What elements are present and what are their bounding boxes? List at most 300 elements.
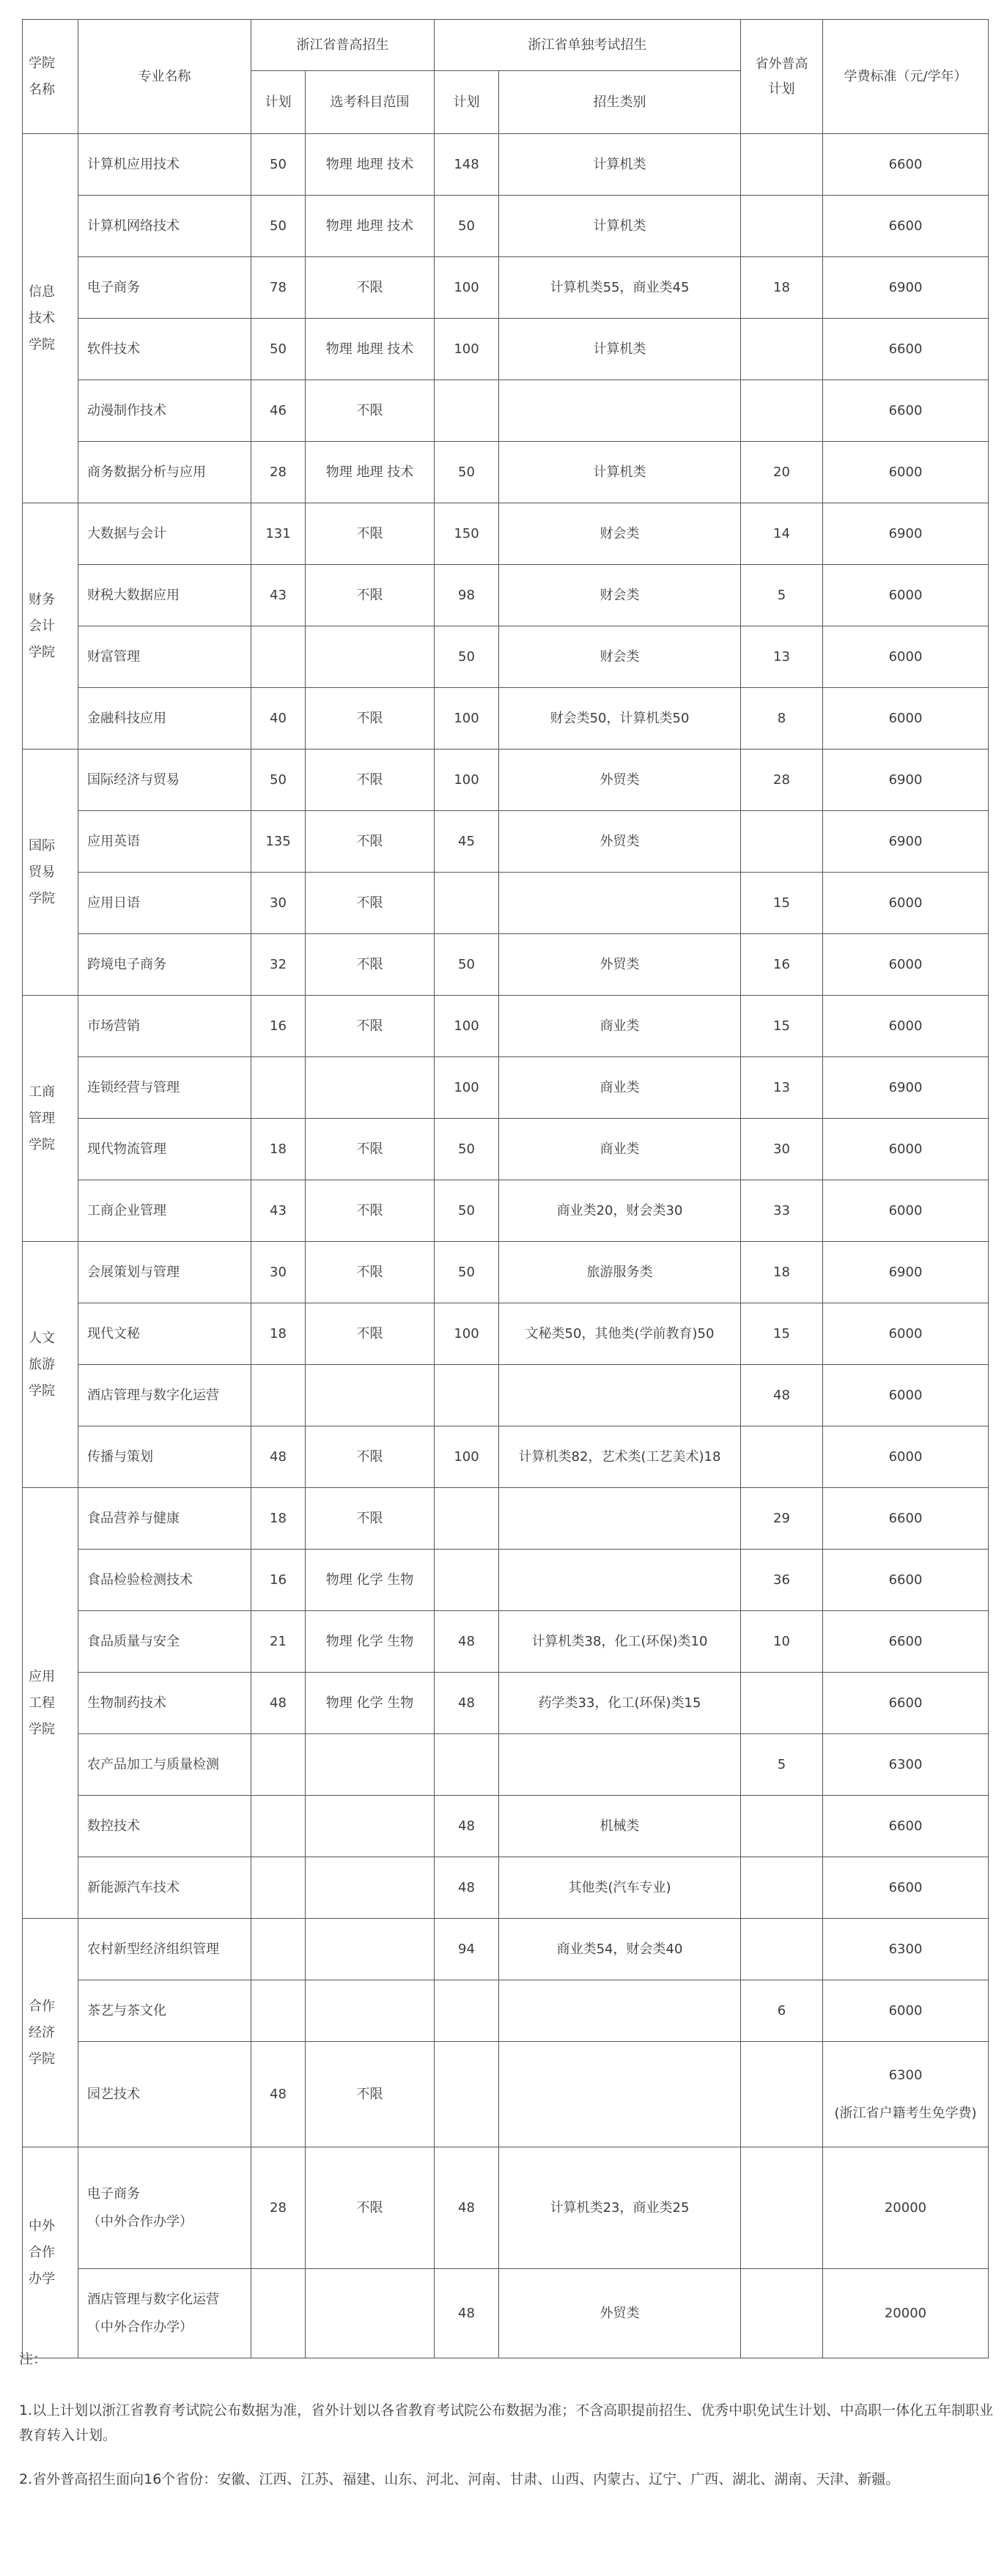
cell-subjects: 不限 [306, 1119, 435, 1180]
cell-out-plan [741, 1796, 823, 1857]
college-name: 信息技术学院 [23, 134, 78, 503]
cell-category: 计算机类 [499, 134, 741, 196]
cell-category: 文秘类50，其他类(学前教育)50 [499, 1303, 741, 1365]
cell-single-plan: 100 [435, 996, 499, 1057]
header-college: 学院名称 [23, 20, 78, 134]
major-name [78, 1365, 251, 1426]
cell-subjects [306, 1734, 435, 1796]
major-name [78, 873, 251, 934]
cell-plan: 32 [251, 934, 306, 996]
college-name: 财务会计学院 [23, 503, 78, 750]
major-label: 现代文秘 [87, 1325, 140, 1341]
cell-category: 商业类20，财会类30 [499, 1180, 741, 1242]
cell-single-plan [435, 1365, 499, 1426]
table-row [23, 319, 989, 380]
cell-plan: 135 [251, 811, 306, 873]
cell-single-plan: 45 [435, 811, 499, 873]
cell-subjects: 不限 [306, 2147, 435, 2269]
cell-plan: 131 [251, 503, 306, 565]
cell-category [499, 1550, 741, 1611]
cell-out-plan [741, 1673, 823, 1734]
cell-category [499, 1365, 741, 1426]
cell-fee: 6000 [823, 1426, 989, 1488]
cell-subjects: 不限 [306, 688, 435, 750]
table-row [23, 811, 989, 873]
cell-plan: 43 [251, 1180, 306, 1242]
cell-single-plan: 100 [435, 750, 499, 811]
table-row [23, 1488, 989, 1550]
table-row [23, 1919, 989, 1980]
cell-fee: 6300 [823, 1734, 989, 1796]
cell-single-plan: 48 [435, 1673, 499, 1734]
cell-category [499, 2042, 741, 2147]
major-label: 财富管理 [87, 648, 140, 665]
cell-fee: 6600 [823, 1611, 989, 1673]
cell-single-plan: 50 [435, 626, 499, 688]
major-label: 食品营养与健康 [87, 1510, 180, 1526]
table-row [23, 1365, 989, 1426]
major-label: 食品检验检测技术 [87, 1572, 193, 1588]
major-name [78, 811, 251, 873]
table-body [23, 134, 989, 2358]
major-name [78, 1919, 251, 1980]
note-2: 2.省外普高招生面向16个省份：安徽、江西、江苏、福建、山东、河北、河南、甘肃、山西、内蒙古、辽宁、广西、湖北、湖南、天津、新疆。 [19, 2471, 900, 2487]
header-major: 专业名称 [78, 20, 251, 134]
cell-fee: 6600 [823, 134, 989, 196]
college-name: 合作经济学院 [23, 1919, 78, 2147]
cell-single-plan [435, 1550, 499, 1611]
cell-plan: 16 [251, 1550, 306, 1611]
cell-category [499, 380, 741, 442]
major-name [78, 1673, 251, 1734]
cell-subjects: 不限 [306, 1180, 435, 1242]
cell-category: 计算机类 [499, 319, 741, 380]
cell-category: 商业类 [499, 1119, 741, 1180]
cell-plan [251, 1057, 306, 1119]
cell-single-plan: 100 [435, 1057, 499, 1119]
major-name [78, 2269, 251, 2358]
cell-single-plan: 100 [435, 319, 499, 380]
major-name [78, 1119, 251, 1180]
cell-single-plan: 48 [435, 2147, 499, 2269]
cell-plan [251, 1980, 306, 2042]
major-name [78, 2147, 251, 2269]
table-row [23, 1734, 989, 1796]
table-row [23, 257, 989, 319]
major-label: 酒店管理与数字化运营 [87, 1387, 219, 1403]
major-label: 财税大数据应用 [87, 587, 180, 603]
header-plan: 计划 [251, 71, 306, 134]
cell-out-plan: 29 [741, 1488, 823, 1550]
cell-subjects [306, 1919, 435, 1980]
cell-fee: 6600 [823, 380, 989, 442]
cell-fee: 6000 [823, 1365, 989, 1426]
major-name [78, 565, 251, 626]
cell-category: 计算机类55，商业类45 [499, 257, 741, 319]
cell-single-plan [435, 1980, 499, 2042]
table-row [23, 380, 989, 442]
major-name [78, 934, 251, 996]
cell-single-plan: 48 [435, 2269, 499, 2358]
cell-out-plan: 16 [741, 934, 823, 996]
college-name: 人文旅游学院 [23, 1242, 78, 1488]
cell-plan: 28 [251, 2147, 306, 2269]
cell-subjects: 物理 地理 技术 [306, 196, 435, 257]
cell-out-plan: 10 [741, 1611, 823, 1673]
major-label: 国际经济与贸易 [87, 771, 180, 788]
cell-out-plan [741, 811, 823, 873]
cell-subjects: 不限 [306, 750, 435, 811]
cell-subjects: 不限 [306, 1426, 435, 1488]
notes-title: 注： [19, 2351, 48, 2367]
cell-single-plan: 100 [435, 1303, 499, 1365]
cell-fee: 20000 [823, 2269, 989, 2358]
cell-out-plan: 14 [741, 503, 823, 565]
cell-out-plan: 13 [741, 626, 823, 688]
major-label: 计算机网络技术 [87, 218, 180, 234]
cell-single-plan [435, 380, 499, 442]
header-single-plan: 计划 [435, 71, 499, 134]
table-row [23, 1242, 989, 1303]
cell-category: 外贸类 [499, 934, 741, 996]
cell-plan [251, 626, 306, 688]
cell-fee [823, 2042, 989, 2147]
cell-category: 药学类33，化工(环保)类15 [499, 1673, 741, 1734]
cell-out-plan [741, 2042, 823, 2147]
cell-single-plan: 50 [435, 196, 499, 257]
cell-subjects: 物理 地理 技术 [306, 319, 435, 380]
major-label: 跨境电子商务 [87, 956, 166, 972]
major-name [78, 1426, 251, 1488]
cell-subjects: 不限 [306, 1488, 435, 1550]
cell-category: 机械类 [499, 1796, 741, 1857]
cell-fee: 6600 [823, 196, 989, 257]
cell-plan: 30 [251, 873, 306, 934]
header-zj-single: 浙江省单独考试招生 [435, 20, 741, 71]
cell-subjects: 物理 化学 生物 [306, 1673, 435, 1734]
table-row [23, 442, 989, 503]
cell-category: 计算机类38，化工(环保)类10 [499, 1611, 741, 1673]
cell-single-plan: 48 [435, 1857, 499, 1919]
major-name [78, 1734, 251, 1796]
major-name [78, 503, 251, 565]
table-row [23, 503, 989, 565]
college-name: 应用工程学院 [23, 1488, 78, 1919]
major-name [78, 134, 251, 196]
cell-subjects: 不限 [306, 1303, 435, 1365]
cell-single-plan: 100 [435, 257, 499, 319]
cell-subjects [306, 1980, 435, 2042]
major-name [78, 1550, 251, 1611]
college-name: 工商管理学院 [23, 996, 78, 1242]
cell-single-plan [435, 1734, 499, 1796]
cell-subjects: 不限 [306, 503, 435, 565]
cell-single-plan: 50 [435, 934, 499, 996]
cell-category: 商业类54，财会类40 [499, 1919, 741, 1980]
cell-out-plan: 6 [741, 1980, 823, 2042]
major-name [78, 442, 251, 503]
cell-subjects [306, 1857, 435, 1919]
cell-out-plan: 15 [741, 1303, 823, 1365]
cell-out-plan: 48 [741, 1365, 823, 1426]
major-label: 农产品加工与质量检测 [87, 1756, 219, 1772]
cell-subjects: 不限 [306, 996, 435, 1057]
cell-single-plan: 50 [435, 442, 499, 503]
major-name [78, 1611, 251, 1673]
major-name [78, 196, 251, 257]
major-label: 传播与策划 [87, 1448, 153, 1465]
cell-single-plan: 50 [435, 1242, 499, 1303]
cell-plan: 30 [251, 1242, 306, 1303]
cell-plan: 21 [251, 1611, 306, 1673]
major-label: 商务数据分析与应用 [87, 464, 206, 480]
cell-out-plan [741, 1426, 823, 1488]
cell-fee: 6600 [823, 1796, 989, 1857]
cell-plan: 78 [251, 257, 306, 319]
header-fee: 学费标准（元/学年） [823, 20, 989, 134]
major-note: （中外合作办学） [87, 2213, 193, 2229]
major-name [78, 319, 251, 380]
major-label: 园艺技术 [87, 2086, 140, 2102]
cell-subjects: 物理 化学 生物 [306, 1611, 435, 1673]
cell-plan [251, 2269, 306, 2358]
cell-out-plan: 30 [741, 1119, 823, 1180]
cell-fee: 6000 [823, 996, 989, 1057]
cell-fee: 6900 [823, 1057, 989, 1119]
major-label: 动漫制作技术 [87, 402, 166, 418]
major-label: 食品质量与安全 [87, 1633, 180, 1649]
cell-plan [251, 1796, 306, 1857]
cell-out-plan [741, 1919, 823, 1980]
cell-fee: 6000 [823, 1180, 989, 1242]
cell-subjects [306, 626, 435, 688]
major-label: 计算机应用技术 [87, 156, 180, 172]
major-name [78, 1796, 251, 1857]
table-row [23, 2269, 989, 2358]
cell-category: 商业类 [499, 996, 741, 1057]
cell-fee: 6600 [823, 1488, 989, 1550]
cell-single-plan [435, 2042, 499, 2147]
cell-plan: 40 [251, 688, 306, 750]
cell-single-plan: 98 [435, 565, 499, 626]
cell-single-plan [435, 1488, 499, 1550]
cell-category: 商业类 [499, 1057, 741, 1119]
major-name [78, 1303, 251, 1365]
major-label: 酒店管理与数字化运营 [87, 2291, 219, 2307]
cell-category: 计算机类82，艺术类(工艺美术)18 [499, 1426, 741, 1488]
cell-fee: 6000 [823, 565, 989, 626]
major-label: 连锁经营与管理 [87, 1079, 180, 1095]
header-zj-general: 浙江省普高招生 [251, 20, 435, 71]
cell-plan: 28 [251, 442, 306, 503]
major-note: （中外合作办学） [87, 2319, 193, 2335]
cell-plan: 48 [251, 2042, 306, 2147]
cell-subjects [306, 1796, 435, 1857]
table-row [23, 1057, 989, 1119]
table-row [23, 1426, 989, 1488]
cell-out-plan: 36 [741, 1550, 823, 1611]
table-row [23, 750, 989, 811]
cell-subjects [306, 2269, 435, 2358]
notes [19, 2347, 994, 2492]
table-row [23, 996, 989, 1057]
cell-single-plan: 50 [435, 1180, 499, 1242]
cell-out-plan: 28 [741, 750, 823, 811]
table-row [23, 134, 989, 196]
cell-out-plan: 13 [741, 1057, 823, 1119]
cell-plan: 18 [251, 1303, 306, 1365]
cell-out-plan: 15 [741, 873, 823, 934]
cell-single-plan: 50 [435, 1119, 499, 1180]
table-row [23, 873, 989, 934]
major-name [78, 1857, 251, 1919]
major-name [78, 996, 251, 1057]
cell-category [499, 1980, 741, 2042]
table-row [23, 1673, 989, 1734]
cell-single-plan: 48 [435, 1611, 499, 1673]
cell-plan [251, 1365, 306, 1426]
cell-plan: 50 [251, 319, 306, 380]
cell-plan: 50 [251, 134, 306, 196]
cell-out-plan: 18 [741, 257, 823, 319]
major-name [78, 1488, 251, 1550]
table-row [23, 565, 989, 626]
cell-subjects: 物理 地理 技术 [306, 442, 435, 503]
major-label: 应用日语 [87, 895, 140, 911]
major-name [78, 626, 251, 688]
major-label: 现代物流管理 [87, 1141, 166, 1157]
table-row [23, 2042, 989, 2147]
cell-out-plan [741, 319, 823, 380]
header-subjects: 选考科目范围 [306, 71, 435, 134]
cell-fee: 6900 [823, 811, 989, 873]
cell-subjects: 不限 [306, 257, 435, 319]
cell-subjects: 不限 [306, 2042, 435, 2147]
cell-plan: 16 [251, 996, 306, 1057]
major-name [78, 257, 251, 319]
cell-category: 外贸类 [499, 750, 741, 811]
cell-single-plan: 48 [435, 1796, 499, 1857]
cell-plan: 46 [251, 380, 306, 442]
major-name [78, 688, 251, 750]
college-name: 中外合作办学 [23, 2147, 78, 2358]
cell-fee: 6000 [823, 442, 989, 503]
cell-out-plan [741, 380, 823, 442]
header-category: 招生类别 [499, 71, 741, 134]
major-label: 大数据与会计 [87, 525, 166, 541]
cell-out-plan [741, 134, 823, 196]
cell-single-plan: 100 [435, 688, 499, 750]
cell-fee: 6900 [823, 750, 989, 811]
cell-out-plan: 15 [741, 996, 823, 1057]
major-label: 会展策划与管理 [87, 1264, 180, 1280]
cell-single-plan: 150 [435, 503, 499, 565]
cell-out-plan: 8 [741, 688, 823, 750]
cell-fee: 6600 [823, 1550, 989, 1611]
cell-category: 财会类 [499, 626, 741, 688]
cell-plan: 48 [251, 1426, 306, 1488]
cell-plan: 18 [251, 1488, 306, 1550]
cell-fee: 6000 [823, 1303, 989, 1365]
table-row [23, 1303, 989, 1365]
table-row [23, 1857, 989, 1919]
cell-subjects: 不限 [306, 380, 435, 442]
cell-plan: 18 [251, 1119, 306, 1180]
cell-fee: 6000 [823, 873, 989, 934]
table-row [23, 1796, 989, 1857]
cell-category: 外贸类 [499, 811, 741, 873]
cell-out-plan [741, 1857, 823, 1919]
major-name [78, 380, 251, 442]
cell-subjects [306, 1365, 435, 1426]
cell-fee: 6600 [823, 1673, 989, 1734]
table-row [23, 688, 989, 750]
cell-fee: 6000 [823, 934, 989, 996]
fee-note: (浙江省户籍考生免学费) [834, 2105, 977, 2121]
cell-subjects: 物理 地理 技术 [306, 134, 435, 196]
cell-out-plan: 33 [741, 1180, 823, 1242]
cell-fee: 6000 [823, 1119, 989, 1180]
table-row [23, 1550, 989, 1611]
cell-category: 财会类 [499, 503, 741, 565]
cell-subjects: 不限 [306, 934, 435, 996]
cell-out-plan: 5 [741, 565, 823, 626]
cell-subjects: 物理 化学 生物 [306, 1550, 435, 1611]
cell-plan: 50 [251, 196, 306, 257]
table-row [23, 1119, 989, 1180]
cell-category [499, 1734, 741, 1796]
cell-single-plan: 148 [435, 134, 499, 196]
cell-category: 外贸类 [499, 2269, 741, 2358]
cell-subjects: 不限 [306, 873, 435, 934]
cell-category: 其他类(汽车专业) [499, 1857, 741, 1919]
major-label: 应用英语 [87, 833, 140, 849]
cell-out-plan [741, 196, 823, 257]
cell-single-plan: 100 [435, 1426, 499, 1488]
cell-fee: 6600 [823, 1857, 989, 1919]
major-label: 软件技术 [87, 341, 140, 357]
cell-fee: 6600 [823, 319, 989, 380]
cell-category [499, 873, 741, 934]
cell-plan: 50 [251, 750, 306, 811]
cell-subjects [306, 1057, 435, 1119]
cell-plan [251, 1734, 306, 1796]
note-1: 1.以上计划以浙江省教育考试院公布数据为准，省外计划以各省教育考试院公布数据为准；不含高职提前招生、优秀中职免试生计划、中高职一体化五年制职业教育转入计划。 [19, 2402, 994, 2443]
cell-plan: 48 [251, 1673, 306, 1734]
cell-single-plan: 94 [435, 1919, 499, 1980]
major-label: 市场营销 [87, 1018, 140, 1034]
cell-plan [251, 1857, 306, 1919]
major-label: 金融科技应用 [87, 710, 166, 726]
cell-out-plan: 5 [741, 1734, 823, 1796]
cell-fee: 6000 [823, 688, 989, 750]
admission-plan-table [22, 19, 989, 2358]
cell-subjects: 不限 [306, 1242, 435, 1303]
major-label: 数控技术 [87, 1818, 140, 1834]
major-label: 电子商务 [87, 279, 140, 295]
major-name [78, 750, 251, 811]
cell-single-plan [435, 873, 499, 934]
cell-out-plan: 20 [741, 442, 823, 503]
cell-subjects: 不限 [306, 811, 435, 873]
major-name [78, 1242, 251, 1303]
cell-category: 计算机类 [499, 196, 741, 257]
cell-fee: 6900 [823, 257, 989, 319]
cell-category: 计算机类23，商业类25 [499, 2147, 741, 2269]
table-row [23, 2147, 989, 2269]
table-row [23, 1611, 989, 1673]
cell-fee: 6300 [823, 1919, 989, 1980]
